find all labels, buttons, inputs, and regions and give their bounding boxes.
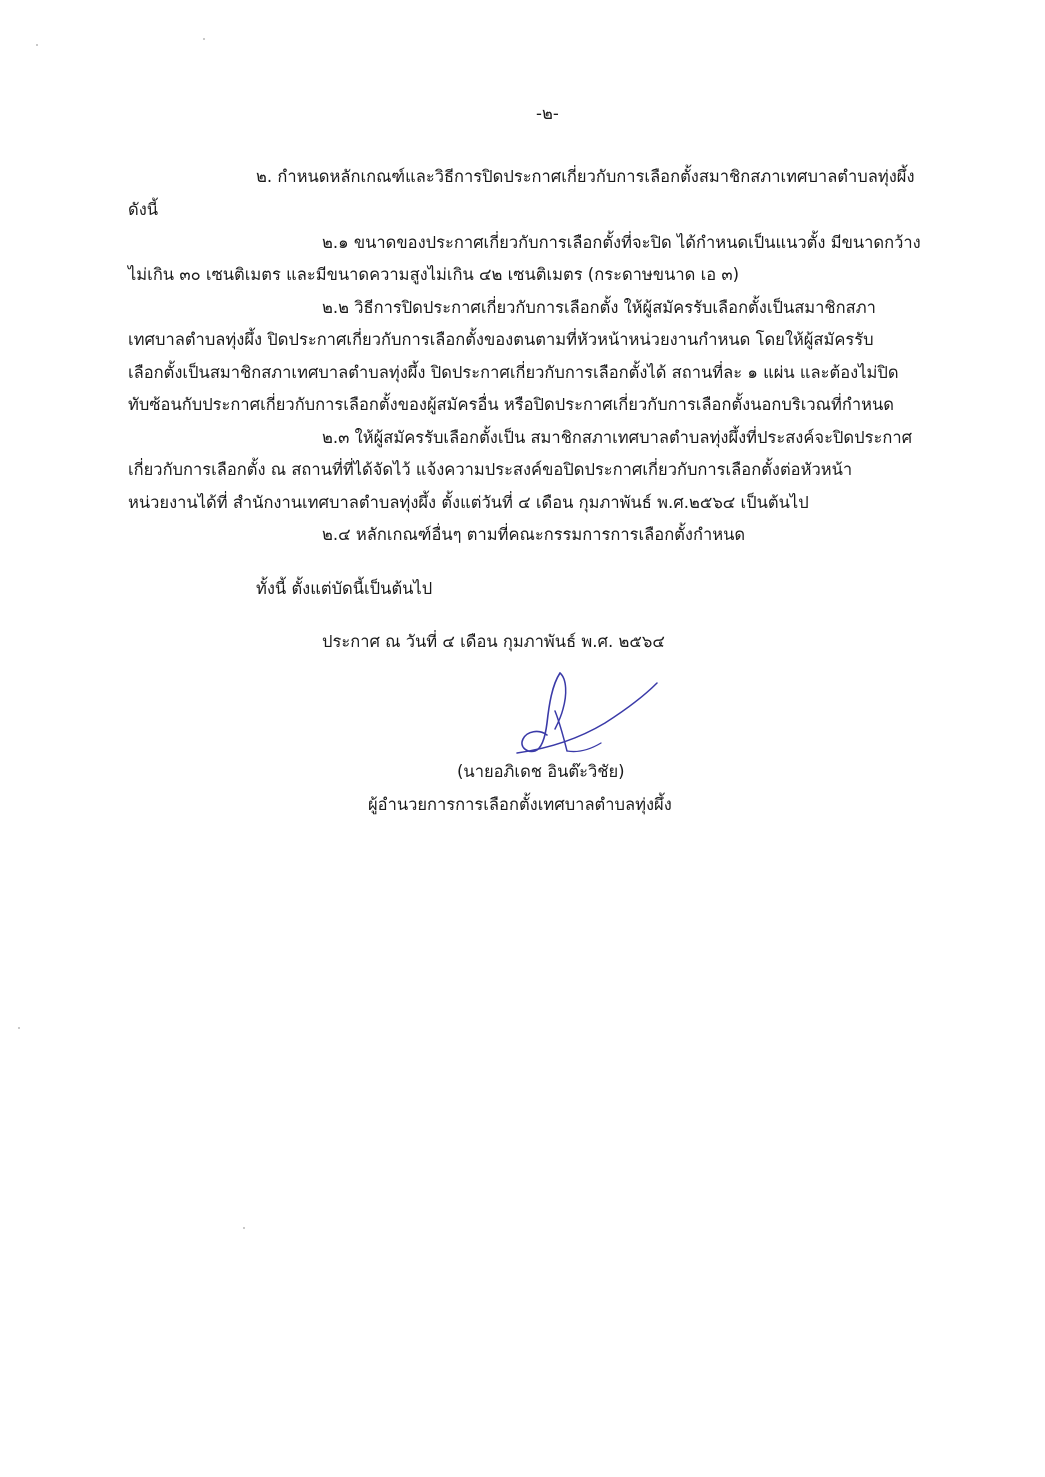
section-2-heading: ๒. กำหนดหลักเกณฑ์และวิธีการปิดประกาศเกี่ยวกับการเลือกตั้งสมาชิกสภาเทศบาลตำบลทุ่งผึ้ง (256, 167, 915, 186)
page-number: -๒- (536, 104, 559, 123)
clause-2-3: ๒.๓ ให้ผู้สมัครรับเลือกตั้งเป็น สมาชิกสภาเทศบาลตำบลทุ่งผึ้งที่ประสงค์จะปิดประกาศ (322, 428, 913, 447)
signer-title: ผู้อำนวยการการเลือกตั้งเทศบาลตำบลทุ่งผึ้ง (368, 795, 672, 814)
signer-name: (นายอภิเดช อินต๊ะวิชัย) (457, 762, 625, 781)
clause-2-1: ๒.๑ ขนาดของประกาศเกี่ยวกับการเลือกตั้งที่จะปิด ได้กำหนดเป็นแนวตั้ง มีขนาดกว้าง (322, 233, 921, 252)
scan-speck (203, 38, 205, 40)
signature-image (505, 665, 665, 760)
announcement-date: ประกาศ ณ วันที่ ๔ เดือน กุมภาพันธ์ พ.ศ. ๒๕๖๔ (322, 632, 665, 651)
section-2-heading-cont: ดังนี้ (128, 200, 159, 219)
clause-2-2-cont-3: ทับซ้อนกับประกาศเกี่ยวกับการเลือกตั้งของผู้สมัครอื่น หรือปิดประกาศเกี่ยวกับการเลือกตั้งนอกบริเวณที่กำหนด (128, 395, 894, 414)
clause-2-3-cont-1: เกี่ยวกับการเลือกตั้ง ณ สถานที่ที่ได้จัดไว้ แจ้งความประสงค์ขอปิดประกาศเกี่ยวกับการเลือกตั้งต่อหัวหน้า (128, 460, 853, 479)
clause-2-2-cont-2: เลือกตั้งเป็นสมาชิกสภาเทศบาลตำบลทุ่งผึ้ง ปิดประกาศเกี่ยวกับการเลือกตั้งได้ สถานที่ละ ๑ แผ่น และต้องไม่ปิด (128, 363, 899, 382)
scan-speck (18, 1027, 20, 1029)
clause-2-4: ๒.๔ หลักเกณฑ์อื่นๆ ตามที่คณะกรรมการการเลือกตั้งกำหนด (322, 525, 746, 544)
clause-2-2-cont-1: เทศบาลตำบลทุ่งผึ้ง ปิดประกาศเกี่ยวกับการเลือกตั้งของตนตามที่หัวหน้าหน่วยงานกำหนด โดยให้ผู้สมัครรับ (128, 330, 874, 349)
closing-statement: ทั้งนี้ ตั้งแต่บัดนี้เป็นต้นไป (256, 579, 433, 598)
scan-speck (36, 44, 38, 46)
clause-2-3-cont-2: หน่วยงานได้ที่ สำนักงานเทศบาลตำบลทุ่งผึ้ง ตั้งแต่วันที่ ๔ เดือน กุมภาพันธ์ พ.ศ.๒๕๖๔ เป็นต้นไป (128, 493, 809, 512)
clause-2-2: ๒.๒ วิธีการปิดประกาศเกี่ยวกับการเลือกตั้ง ให้ผู้สมัครรับเลือกตั้งเป็นสมาชิกสภา (322, 298, 876, 317)
scan-speck (243, 1227, 245, 1229)
clause-2-1-cont: ไม่เกิน ๓๐ เซนติเมตร และมีขนาดความสูงไม่เกิน ๔๒ เซนติเมตร (กระดาษขนาด เอ ๓) (128, 265, 740, 284)
